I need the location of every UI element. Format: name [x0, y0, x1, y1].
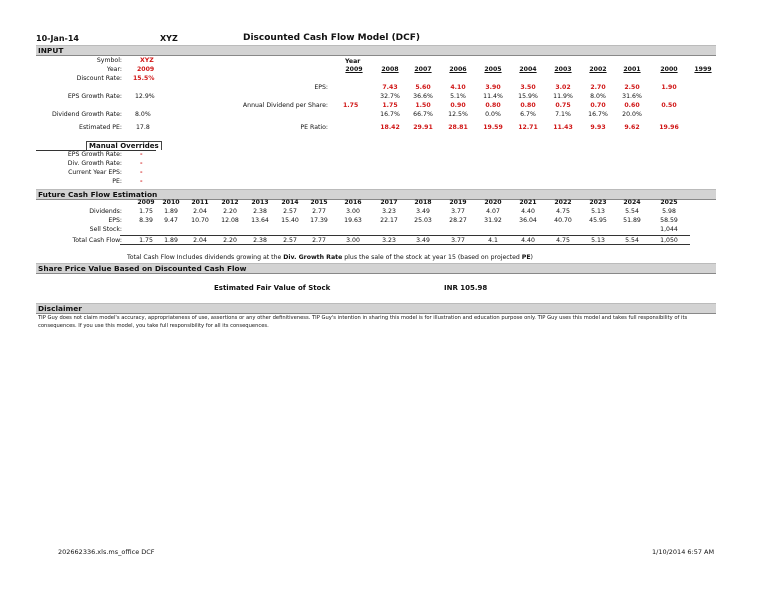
history-dividend-cell: 0.70 — [590, 102, 606, 109]
fair-value-label: Estimated Fair Value of Stock — [214, 284, 331, 292]
history-year-header: 2000 — [660, 66, 678, 73]
history-eps-growth-cell: 8.0% — [590, 93, 606, 100]
future-total-cell: 1.89 — [164, 237, 178, 244]
future-eps-cell: 40.70 — [554, 217, 572, 224]
total-top-rule — [120, 235, 690, 236]
future-eps-cell: 28.27 — [449, 217, 467, 224]
year-label: Year: — [106, 66, 122, 73]
history-eps-growth-cell: 15.9% — [518, 93, 538, 100]
pe-row-label: PE Ratio: — [300, 124, 328, 131]
future-total-cell: 4.75 — [556, 237, 570, 244]
override-value: - — [140, 178, 143, 185]
future-total-cell: 3.00 — [346, 237, 360, 244]
history-eps-growth-cell: 11.4% — [483, 93, 503, 100]
history-eps-cell: 3.50 — [520, 84, 536, 91]
future-dividends-cell: 1.89 — [164, 208, 178, 215]
future-year-header: 2024 — [623, 199, 641, 206]
history-div-growth-cell: 66.7% — [413, 111, 433, 118]
history-dividend-cell: 1.50 — [415, 102, 431, 109]
override-value: - — [140, 160, 143, 167]
future-eps-cell: 10.70 — [191, 217, 209, 224]
div-growth-label: Dividend Growth Rate: — [51, 111, 122, 118]
manual-overrides-title: Manual Overrides — [86, 141, 162, 150]
future-total-cell: 3.49 — [416, 237, 430, 244]
history-dividend-cell: 0.75 — [555, 102, 571, 109]
future-section-bar: Future Cash Flow Estimation — [36, 189, 716, 200]
history-eps-growth-cell: 32.7% — [380, 93, 400, 100]
future-year-header: 2023 — [589, 199, 607, 206]
future-total-cell: 2.38 — [253, 237, 267, 244]
future-sell-cell: 1,044 — [660, 226, 678, 233]
future-dividends-cell: 1.75 — [139, 208, 153, 215]
history-pe-cell: 19.59 — [483, 124, 503, 131]
year-heading: Year — [345, 58, 361, 65]
history-div-growth-cell: 0.0% — [485, 111, 501, 118]
future-dividends-cell: 2.77 — [312, 208, 326, 215]
history-year-header: 2009 — [345, 66, 363, 73]
future-dividends-cell: 5.13 — [591, 208, 605, 215]
future-total-label: Total Cash Flow: — [72, 237, 122, 244]
future-eps-cell: 15.40 — [281, 217, 299, 224]
dividend-row-label: Annual Dividend per Share: — [242, 102, 328, 109]
history-div-growth-cell: 16.7% — [380, 111, 400, 118]
future-year-header: 2012 — [221, 199, 239, 206]
history-pe-cell: 29.91 — [413, 124, 433, 131]
history-pe-cell: 9.62 — [624, 124, 640, 131]
future-year-header: 2013 — [251, 199, 269, 206]
future-total-cell: 5.13 — [591, 237, 605, 244]
future-year-header: 2016 — [344, 199, 362, 206]
future-year-header: 2009 — [137, 199, 155, 206]
future-dividends-cell: 4.75 — [556, 208, 570, 215]
future-dividends-cell: 3.49 — [416, 208, 430, 215]
override-value: - — [140, 151, 143, 158]
future-eps-cell: 22.17 — [380, 217, 398, 224]
history-dividend-cell: 0.90 — [450, 102, 466, 109]
discount-rate-value: 15.5% — [133, 75, 155, 82]
future-total-cell: 4.40 — [521, 237, 535, 244]
year-value: 2009 — [137, 66, 155, 73]
future-eps-cell: 12.08 — [221, 217, 239, 224]
history-dividend-cell: 0.60 — [624, 102, 640, 109]
future-eps-cell: 8.39 — [139, 217, 153, 224]
future-dividends-cell: 4.07 — [486, 208, 500, 215]
history-div-growth-cell: 12.5% — [448, 111, 468, 118]
history-eps-cell: 5.60 — [415, 84, 431, 91]
history-year-header: 2006 — [449, 66, 467, 73]
symbol-label: Symbol: — [96, 57, 122, 64]
future-dividends-cell: 3.23 — [382, 208, 396, 215]
cash-flow-note: Total Cash Flow Includes dividends growing at the Div. Growth Rate plus the sale of the stock at year 15 (based on projected PE) — [127, 254, 533, 261]
future-year-header: 2011 — [191, 199, 209, 206]
history-eps-cell: 7.43 — [382, 84, 398, 91]
future-dividends-cell: 2.57 — [283, 208, 297, 215]
future-eps-cell: 17.39 — [310, 217, 328, 224]
future-eps-cell: 13.64 — [251, 217, 269, 224]
future-year-header: 2025 — [660, 199, 678, 206]
history-eps-cell: 3.02 — [555, 84, 571, 91]
future-total-cell: 2.57 — [283, 237, 297, 244]
history-dividend-cell: 1.75 — [382, 102, 398, 109]
future-total-cell: 3.23 — [382, 237, 396, 244]
history-eps-growth-cell: 11.9% — [553, 93, 573, 100]
history-eps-cell: 1.90 — [661, 84, 677, 91]
history-pe-cell: 18.42 — [380, 124, 400, 131]
estimated-pe-label: Estimated PE: — [79, 124, 122, 131]
history-div-growth-cell: 20.0% — [622, 111, 642, 118]
override-label: Current Year EPS: — [68, 169, 122, 176]
future-eps-cell: 19.63 — [344, 217, 362, 224]
share-price-section-bar: Share Price Value Based on Discounted Cash Flow — [36, 263, 716, 274]
estimated-pe-value: 17.8 — [136, 124, 150, 131]
future-year-header: 2018 — [414, 199, 432, 206]
future-dividends-cell: 5.54 — [625, 208, 639, 215]
future-total-cell: 1,050 — [660, 237, 678, 244]
history-year-header: 2004 — [519, 66, 537, 73]
history-eps-cell: 3.90 — [485, 84, 501, 91]
eps-row-label: EPS: — [314, 84, 328, 91]
future-eps-label: EPS: — [108, 217, 122, 224]
fair-value-amount: INR 105.98 — [444, 284, 488, 292]
future-dividends-label: Dividends: — [89, 208, 122, 215]
override-label: PE: — [112, 178, 122, 185]
future-total-cell: 5.54 — [625, 237, 639, 244]
future-year-header: 2014 — [281, 199, 299, 206]
future-year-header: 2022 — [554, 199, 572, 206]
history-div-growth-cell: 7.1% — [555, 111, 571, 118]
future-year-header: 2019 — [449, 199, 467, 206]
footer-filename: 202662336.xls.ms_office DCF — [58, 548, 155, 556]
disclaimer-section-bar: Disclaimer — [36, 303, 716, 314]
future-dividends-cell: 2.38 — [253, 208, 267, 215]
history-year-header: 2008 — [381, 66, 399, 73]
future-eps-cell: 36.04 — [519, 217, 537, 224]
future-year-header: 2015 — [310, 199, 328, 206]
report-date: 10-Jan-14 — [36, 34, 79, 43]
history-pe-cell: 12.71 — [518, 124, 538, 131]
history-year-header: 2001 — [623, 66, 641, 73]
div-growth-value: 8.0% — [135, 111, 151, 118]
future-year-header: 2020 — [484, 199, 502, 206]
history-dividend-cell: 0.80 — [485, 102, 501, 109]
future-total-cell: 2.20 — [223, 237, 237, 244]
future-year-header: 2017 — [380, 199, 398, 206]
future-eps-cell: 9.47 — [164, 217, 178, 224]
history-eps-cell: 4.10 — [450, 84, 466, 91]
history-eps-growth-cell: 31.6% — [622, 93, 642, 100]
history-eps-growth-cell: 5.1% — [450, 93, 466, 100]
eps-growth-label: EPS Growth Rate: — [67, 93, 122, 100]
input-section-bar: INPUT — [36, 45, 716, 56]
history-pe-cell: 28.81 — [448, 124, 468, 131]
history-year-header: 2003 — [554, 66, 572, 73]
history-dividend-cell: 0.80 — [520, 102, 536, 109]
history-year-header: 2002 — [589, 66, 607, 73]
future-eps-cell: 45.95 — [589, 217, 607, 224]
future-sell-label: Sell Stock: — [89, 226, 122, 233]
future-eps-cell: 51.89 — [623, 217, 641, 224]
future-dividends-cell: 2.20 — [223, 208, 237, 215]
history-year-header: 1999 — [694, 66, 712, 73]
future-dividends-cell: 5.98 — [662, 208, 676, 215]
future-year-header: 2021 — [519, 199, 537, 206]
current-dividend: 1.75 — [343, 102, 359, 109]
override-value: - — [140, 169, 143, 176]
future-total-cell: 3.77 — [451, 237, 465, 244]
history-pe-cell: 9.93 — [590, 124, 606, 131]
history-year-header: 2007 — [414, 66, 432, 73]
history-div-growth-cell: 16.7% — [588, 111, 608, 118]
history-pe-cell: 19.96 — [659, 124, 679, 131]
future-dividends-cell: 3.77 — [451, 208, 465, 215]
future-eps-cell: 31.92 — [484, 217, 502, 224]
override-label: Div. Growth Rate: — [67, 160, 122, 167]
future-dividends-cell: 3.00 — [346, 208, 360, 215]
history-year-header: 2005 — [484, 66, 502, 73]
symbol-value: XYZ — [140, 57, 154, 64]
disclaimer-text: TIP Guy does not claim model's accuracy, appropriateness of use, assertions or any other definitiveness. TIP Guy's intention in sharing this model is for illustration and education purpose only. TIP Guy uses this model and takes full responsibility of its consequences. If you use this model, you take full responsibility for all its consequences. — [38, 315, 688, 329]
history-dividend-cell: 0.50 — [661, 102, 677, 109]
future-dividends-cell: 2.04 — [193, 208, 207, 215]
future-year-header: 2010 — [162, 199, 180, 206]
header-symbol: XYZ — [160, 34, 178, 43]
total-bottom-rule — [120, 244, 690, 245]
history-eps-cell: 2.70 — [590, 84, 606, 91]
future-eps-cell: 25.03 — [414, 217, 432, 224]
history-eps-growth-cell: 36.6% — [413, 93, 433, 100]
history-eps-cell: 2.50 — [624, 84, 640, 91]
discount-rate-label: Discount Rate: — [76, 75, 122, 82]
future-dividends-cell: 4.40 — [521, 208, 535, 215]
override-label: EPS Growth Rate: — [67, 151, 122, 158]
future-eps-cell: 58.59 — [660, 217, 678, 224]
history-pe-cell: 11.43 — [553, 124, 573, 131]
eps-growth-value: 12.9% — [135, 93, 155, 100]
history-div-growth-cell: 6.7% — [520, 111, 536, 118]
future-total-cell: 4.1 — [488, 237, 498, 244]
future-total-cell: 1.75 — [139, 237, 153, 244]
future-total-cell: 2.77 — [312, 237, 326, 244]
footer-timestamp: 1/10/2014 6:57 AM — [652, 548, 715, 556]
future-total-cell: 2.04 — [193, 237, 207, 244]
page-title: Discounted Cash Flow Model (DCF) — [243, 33, 421, 43]
